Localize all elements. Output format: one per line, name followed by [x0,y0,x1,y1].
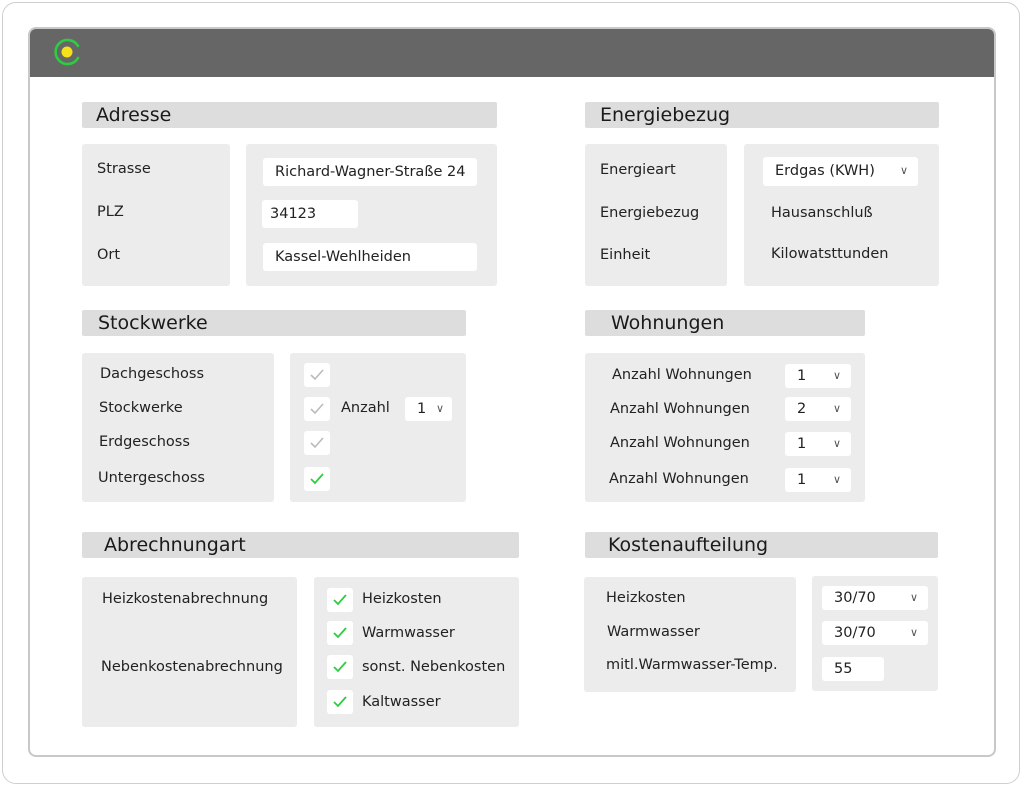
adresse-label-panel [82,144,230,286]
dachgeschoss-label: Dachgeschoss [100,366,205,382]
energiebezug-header [585,102,939,128]
energieart-label: Energieart [600,162,676,178]
chevron-down-icon: ∨ [909,591,918,604]
adresse-input-panel [246,144,497,286]
heizkosten-option-label: Heizkosten [362,591,442,607]
wohnungen-select[interactable] [785,364,851,388]
wohnungen-value: 1 [797,472,807,488]
chevron-down-icon: ∨ [832,369,841,382]
stockwerke-checkbox[interactable] [304,397,330,421]
energiebezug-value-panel [744,144,939,286]
check-icon [309,401,325,417]
heizkosten-split-value: 30/70 [834,590,876,606]
kostenaufteilung-label-panel [584,577,796,692]
abrechnungart-title: Abrechnungart [104,534,246,556]
wohnungen-value: 1 [797,436,807,452]
kosten-heizkosten-label: Heizkosten [606,590,686,606]
warmwasser-split-value: 30/70 [834,625,876,641]
wohnungen-value: 1 [797,368,807,384]
wohnungen-title: Wohnungen [611,312,725,334]
abrechnungart-options-panel [314,577,519,727]
heizkostenabrechnung-label: Heizkostenabrechnung [102,591,269,607]
nebenkosten-option-label: sonst. Nebenkosten [362,659,506,675]
ort-input[interactable]: Kassel-Wehlheiden [263,243,477,271]
wohnungen-select[interactable] [785,468,851,492]
warmwasser-option-label: Warmwasser [362,625,455,641]
stockwerke-label-panel [82,353,274,502]
energiebezug-value: Hausanschluß [771,205,873,221]
abrechnungart-label-panel [82,577,297,727]
stockwerke-label: Stockwerke [99,400,183,416]
check-icon [332,659,348,675]
logo-icon[interactable] [52,37,82,67]
wohnungen-value: 2 [797,401,807,417]
wohnungen-header [585,310,865,336]
adresse-header [82,102,497,128]
kostenaufteilung-title: Kostenaufteilung [608,534,769,556]
warmwasser-split-select[interactable] [822,621,928,645]
chevron-down-icon: ∨ [899,164,908,177]
check-icon [332,625,348,641]
plz-label: PLZ [97,204,124,220]
untergeschoss-checkbox[interactable] [304,467,330,491]
ort-label: Ort [97,247,121,263]
anzahl-label: Anzahl [341,400,390,416]
energiebezug-title: Energiebezug [600,104,731,126]
check-icon [309,435,325,451]
chevron-down-icon: ∨ [435,402,444,415]
stockwerke-check-panel [290,353,466,502]
stockwerke-title: Stockwerke [98,312,208,334]
kaltwasser-checkbox[interactable] [327,690,353,714]
nebenkosten-checkbox[interactable] [327,655,353,679]
strasse-label: Strasse [97,161,151,177]
wohnungen-row-label: Anzahl Wohnungen [610,401,750,417]
plz-input[interactable]: 34123 [262,200,358,228]
warmwasser-checkbox[interactable] [327,621,353,645]
energieart-select[interactable] [763,157,918,186]
wohnungen-panel [585,353,865,502]
anzahl-select[interactable] [405,397,452,421]
untergeschoss-label: Untergeschoss [98,470,205,486]
einheit-value: Kilowatsttunden [771,246,889,262]
check-icon [309,471,325,487]
heizkosten-checkbox[interactable] [327,588,353,612]
kaltwasser-option-label: Kaltwasser [362,694,441,710]
stockwerke-header [82,310,466,336]
chevron-down-icon: ∨ [909,626,918,639]
chevron-down-icon: ∨ [832,402,841,415]
einheit-label: Einheit [600,247,651,263]
wohnungen-select[interactable] [785,432,851,456]
erdgeschoss-label: Erdgeschoss [99,434,190,450]
energiebezug-label-panel [585,144,727,286]
kostenaufteilung-value-panel [812,576,938,691]
erdgeschoss-checkbox[interactable] [304,431,330,455]
adresse-title: Adresse [96,104,172,126]
wohnungen-select[interactable] [785,397,851,421]
wohnungen-row-label: Anzahl Wohnungen [610,435,750,451]
anzahl-value: 1 [417,401,427,417]
chevron-down-icon: ∨ [832,473,841,486]
nebenkostenabrechnung-label: Nebenkostenabrechnung [101,659,283,675]
heizkosten-split-select[interactable] [822,586,928,610]
kostenaufteilung-header [585,532,938,558]
kosten-warmwasser-label: Warmwasser [607,624,700,640]
titlebar [30,29,994,77]
dachgeschoss-checkbox[interactable] [304,363,330,387]
abrechnungart-header [82,532,519,558]
warmwasser-temp-value: 55 [834,661,853,677]
check-icon [309,367,325,383]
strasse-input[interactable]: Richard-Wagner-Straße 24 [263,158,477,186]
wohnungen-row-label: Anzahl Wohnungen [612,367,752,383]
check-icon [332,694,348,710]
chevron-down-icon: ∨ [832,437,841,450]
energiebezug-label: Energiebezug [600,205,700,221]
energieart-value: Erdgas (KWH) [775,163,875,179]
warmwasser-temp-input[interactable] [822,657,884,681]
wohnungen-row-label: Anzahl Wohnungen [609,471,749,487]
check-icon [332,592,348,608]
warmwasser-temp-label: mitl.Warmwasser-Temp. [606,657,778,673]
